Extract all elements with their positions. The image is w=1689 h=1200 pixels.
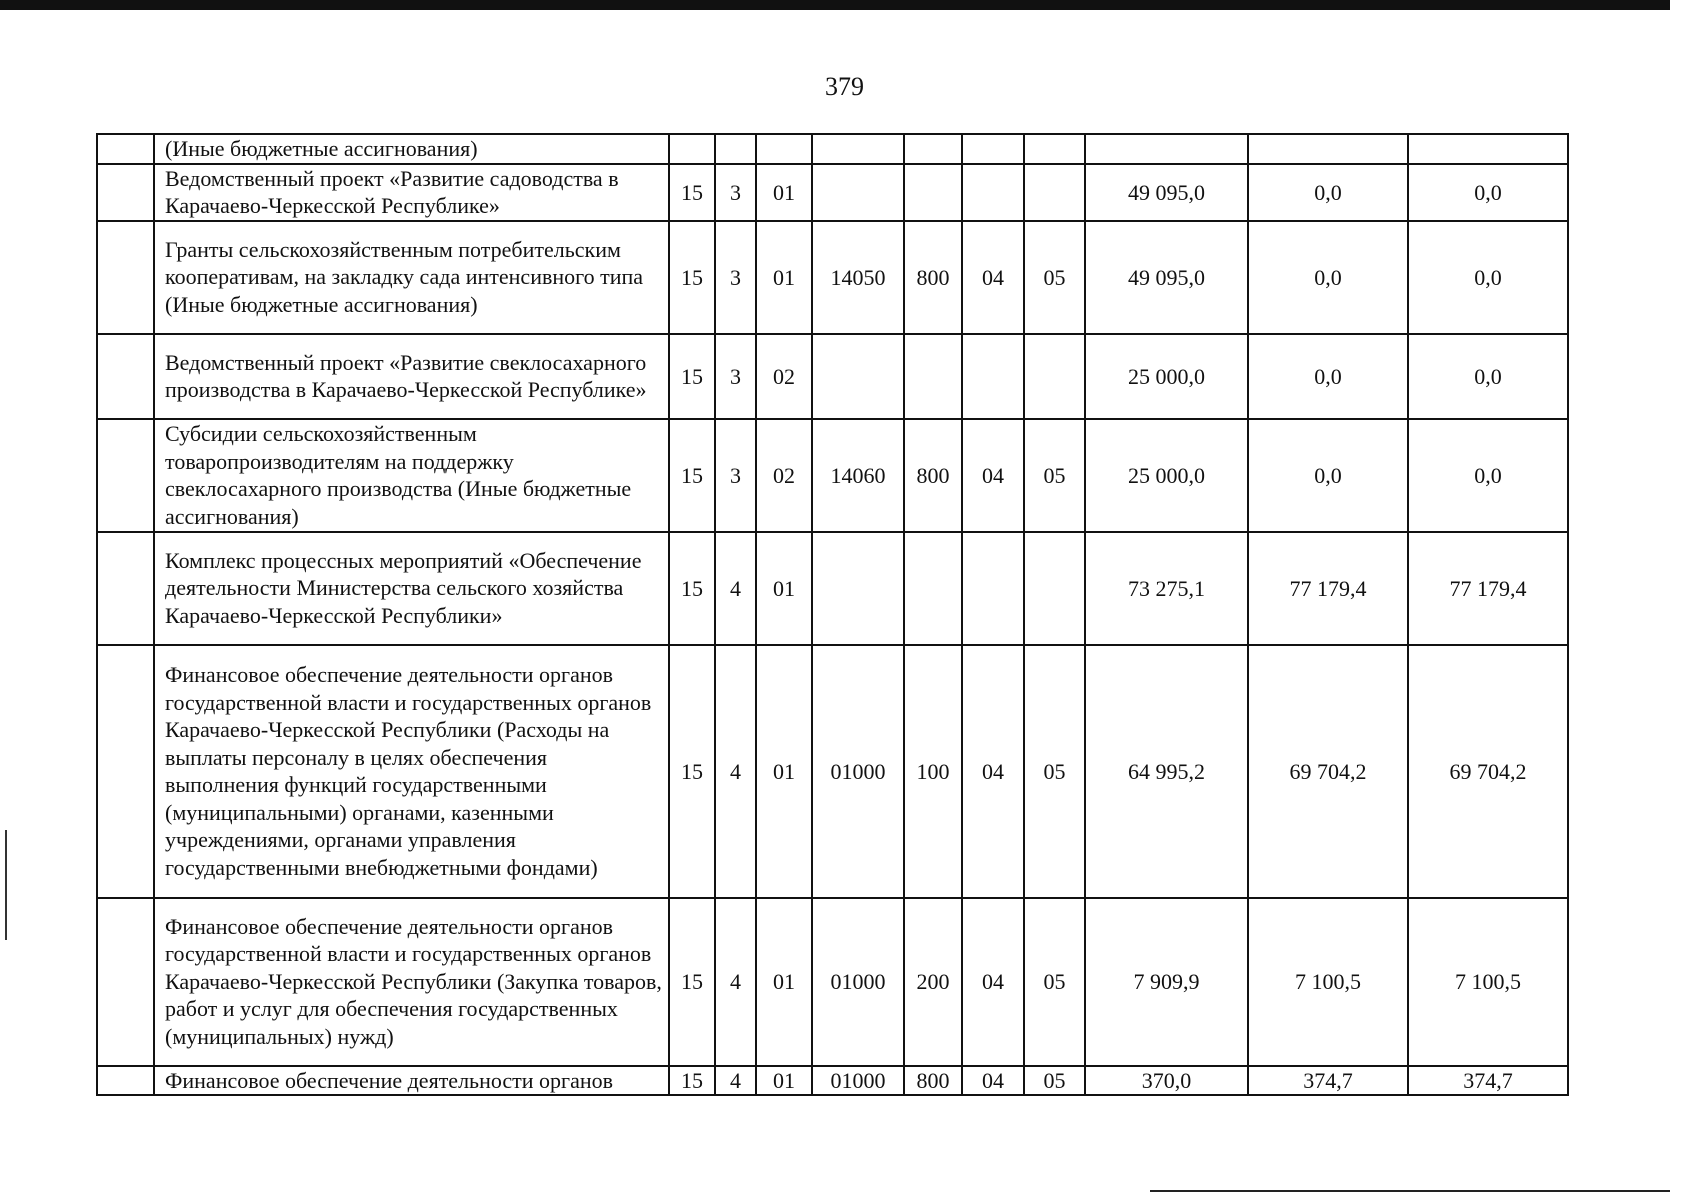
- item-code: 01: [756, 898, 812, 1066]
- expense-type-code: [904, 164, 962, 221]
- direction-code: 14060: [812, 419, 904, 532]
- item-code: 02: [756, 419, 812, 532]
- direction-code: [812, 532, 904, 645]
- section-code: 04: [962, 221, 1024, 334]
- amount-year-3: 0,0: [1408, 164, 1568, 221]
- scan-left-mark: [5, 830, 7, 940]
- amount-year-2: 77 179,4: [1248, 532, 1408, 645]
- row-number-cell: [97, 419, 154, 532]
- subsection-code: [1024, 532, 1085, 645]
- subsection-code: [1024, 334, 1085, 419]
- amount-year-3: 374,7: [1408, 1066, 1568, 1096]
- amount-year-2: 374,7: [1248, 1066, 1408, 1096]
- expense-type-code: 200: [904, 898, 962, 1066]
- item-code: 01: [756, 221, 812, 334]
- item-code: 02: [756, 334, 812, 419]
- expense-name: (Иные бюджетные ассигнования): [154, 134, 669, 164]
- subsection-code: [1024, 134, 1085, 164]
- amount-year-1: 49 095,0: [1085, 221, 1248, 334]
- section-code: 04: [962, 898, 1024, 1066]
- direction-code: [812, 334, 904, 419]
- subsection-code: [1024, 164, 1085, 221]
- program-code: 15: [669, 1066, 715, 1096]
- section-code: [962, 134, 1024, 164]
- table-row: [97, 645, 1568, 898]
- scan-bottom-border: [1150, 1190, 1670, 1192]
- expense-name: Ведомственный проект «Развитие садоводства в Карачаево-Черкесской Республике»: [154, 164, 669, 221]
- direction-code: 01000: [812, 1066, 904, 1096]
- row-number-cell: [97, 1066, 154, 1096]
- item-code: 01: [756, 164, 812, 221]
- subprogram-code: 4: [715, 898, 756, 1066]
- amount-year-3: 0,0: [1408, 419, 1568, 532]
- amount-year-1: 7 909,9: [1085, 898, 1248, 1066]
- amount-year-2: 0,0: [1248, 164, 1408, 221]
- item-code: 01: [756, 645, 812, 898]
- direction-code: 01000: [812, 898, 904, 1066]
- direction-code: 14050: [812, 221, 904, 334]
- amount-year-2: 0,0: [1248, 334, 1408, 419]
- subprogram-code: 4: [715, 532, 756, 645]
- amount-year-3: 0,0: [1408, 221, 1568, 334]
- amount-year-1: 370,0: [1085, 1066, 1248, 1096]
- amount-year-2: 7 100,5: [1248, 898, 1408, 1066]
- subsection-code: 05: [1024, 898, 1085, 1066]
- table-row: [97, 164, 1568, 221]
- subsection-code: 05: [1024, 1066, 1085, 1096]
- expense-type-code: [904, 134, 962, 164]
- amount-year-3: 0,0: [1408, 334, 1568, 419]
- amount-year-1: 25 000,0: [1085, 419, 1248, 532]
- row-number-cell: [97, 334, 154, 419]
- subsection-code: 05: [1024, 645, 1085, 898]
- program-code: 15: [669, 221, 715, 334]
- expense-type-code: [904, 334, 962, 419]
- table-row: [97, 1066, 1568, 1096]
- section-code: [962, 532, 1024, 645]
- amount-year-1: 25 000,0: [1085, 334, 1248, 419]
- row-number-cell: [97, 898, 154, 1066]
- table-row: [97, 134, 1568, 164]
- page-number: 379: [825, 72, 864, 101]
- section-code: 04: [962, 419, 1024, 532]
- table-row: [97, 221, 1568, 334]
- scan-top-border: [0, 0, 1670, 10]
- section-code: 04: [962, 645, 1024, 898]
- expense-name: Гранты сельскохозяйственным потребительским кооперативам, на закладку сада интенсивного типа (Иные бюджетные ассигнования): [154, 221, 669, 334]
- expense-name: Ведомственный проект «Развитие свеклосахарного производства в Карачаево-Черкесской Республике»: [154, 334, 669, 419]
- table-row: [97, 532, 1568, 645]
- amount-year-1: 64 995,2: [1085, 645, 1248, 898]
- expense-type-code: 800: [904, 419, 962, 532]
- amount-year-2: 0,0: [1248, 221, 1408, 334]
- row-number-cell: [97, 532, 154, 645]
- amount-year-2: [1248, 134, 1408, 164]
- amount-year-3: 7 100,5: [1408, 898, 1568, 1066]
- table-row: [97, 334, 1568, 419]
- subprogram-code: [715, 134, 756, 164]
- program-code: 15: [669, 419, 715, 532]
- subsection-code: 05: [1024, 221, 1085, 334]
- subprogram-code: 3: [715, 221, 756, 334]
- direction-code: 01000: [812, 645, 904, 898]
- item-code: 01: [756, 532, 812, 645]
- program-code: [669, 134, 715, 164]
- row-number-cell: [97, 221, 154, 334]
- table-row: [97, 419, 1568, 532]
- subsection-code: 05: [1024, 419, 1085, 532]
- section-code: [962, 164, 1024, 221]
- amount-year-1: 73 275,1: [1085, 532, 1248, 645]
- table-row: [97, 898, 1568, 1066]
- amount-year-1: [1085, 134, 1248, 164]
- row-number-cell: [97, 134, 154, 164]
- amount-year-3: 77 179,4: [1408, 532, 1568, 645]
- expense-name: Комплекс процессных мероприятий «Обеспечение деятельности Министерства сельского хозяйства Карачаево-Черкесской Республики»: [154, 532, 669, 645]
- expense-type-code: 100: [904, 645, 962, 898]
- expense-type-code: 800: [904, 1066, 962, 1096]
- section-code: [962, 334, 1024, 419]
- subprogram-code: 4: [715, 1066, 756, 1096]
- section-code: 04: [962, 1066, 1024, 1096]
- program-code: 15: [669, 898, 715, 1066]
- program-code: 15: [669, 164, 715, 221]
- subprogram-code: 3: [715, 419, 756, 532]
- program-code: 15: [669, 334, 715, 419]
- subprogram-code: 3: [715, 334, 756, 419]
- program-code: 15: [669, 645, 715, 898]
- subprogram-code: 3: [715, 164, 756, 221]
- subprogram-code: 4: [715, 645, 756, 898]
- expense-type-code: [904, 532, 962, 645]
- row-number-cell: [97, 645, 154, 898]
- direction-code: [812, 164, 904, 221]
- expense-name: Финансовое обеспечение деятельности органов государственной власти и государственных органов Карачаево-Черкесской Республики (Закупка товаров, работ и услуг для обеспечения государственных (муниципальных) нужд): [154, 898, 669, 1066]
- direction-code: [812, 134, 904, 164]
- item-code: 01: [756, 1066, 812, 1096]
- amount-year-3: [1408, 134, 1568, 164]
- row-number-cell: [97, 164, 154, 221]
- expense-name: Финансовое обеспечение деятельности органов государственной власти и государственных органов Карачаево-Черкесской Республики (Расходы на выплаты персоналу в целях обеспечения выполнения функций государственными (муниципальными) органами, казенными учреждениями, органами управления государственными внебюджетными фондами): [154, 645, 669, 898]
- expense-name: Финансовое обеспечение деятельности органов: [154, 1066, 669, 1096]
- program-code: 15: [669, 532, 715, 645]
- budget-table: [96, 133, 1569, 1096]
- expense-type-code: 800: [904, 221, 962, 334]
- amount-year-1: 49 095,0: [1085, 164, 1248, 221]
- amount-year-3: 69 704,2: [1408, 645, 1568, 898]
- item-code: [756, 134, 812, 164]
- amount-year-2: 0,0: [1248, 419, 1408, 532]
- expense-name: Субсидии сельскохозяйственным товаропроизводителям на поддержку свеклосахарного производства (Иные бюджетные ассигнования): [154, 419, 669, 532]
- amount-year-2: 69 704,2: [1248, 645, 1408, 898]
